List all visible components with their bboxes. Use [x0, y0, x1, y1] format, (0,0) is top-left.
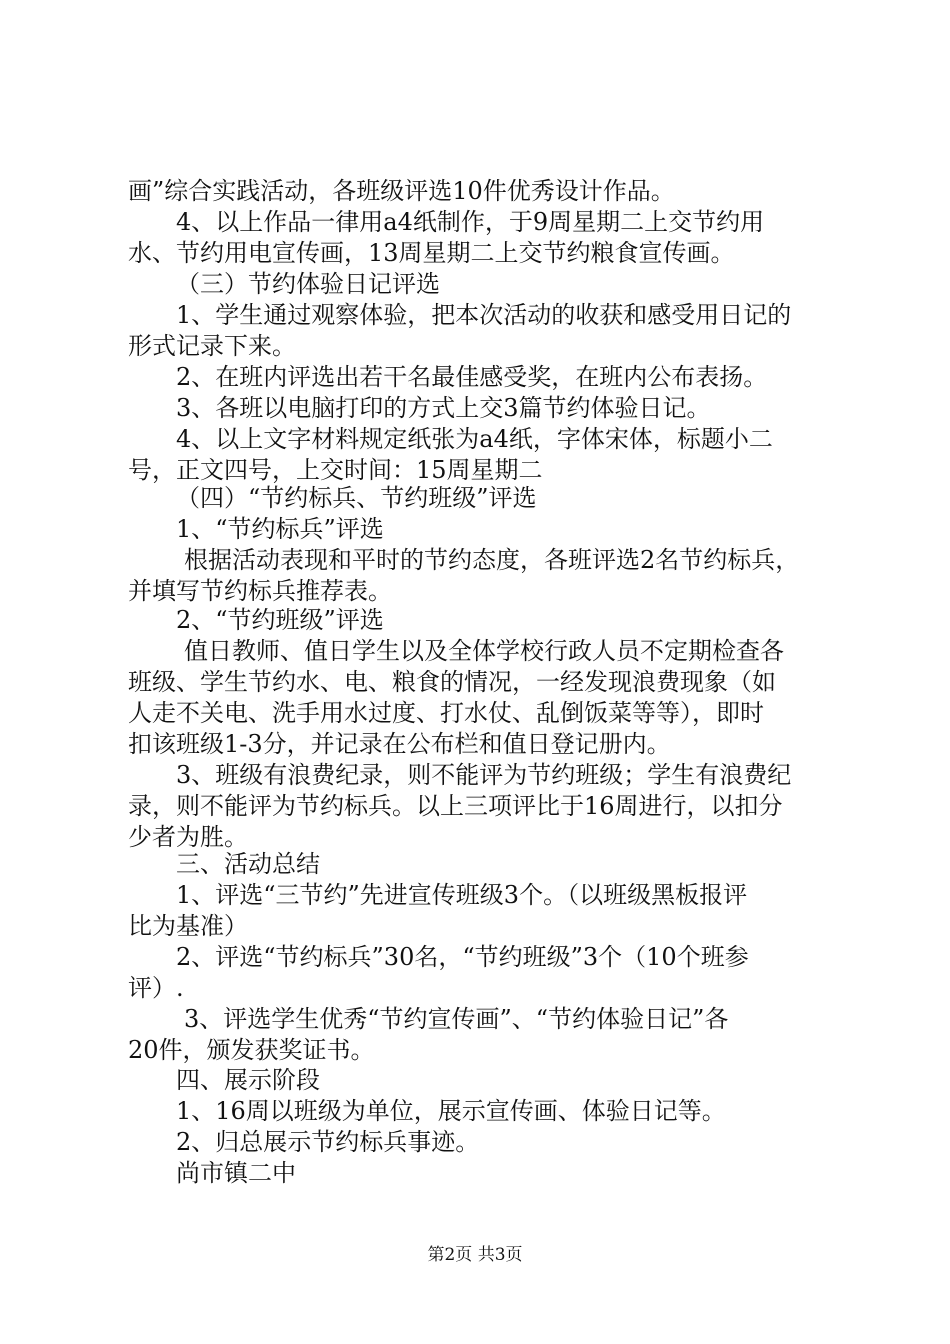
- text-line: 1、学生通过观察体验，把本次活动的收获和感受用日记的: [176, 301, 792, 329]
- text-line: 4、以上作品一律用a4纸制作，于9周星期二上交节约用: [176, 208, 765, 236]
- text-line: 水、节约用电宣传画，13周星期二上交节约粮食宣传画。: [128, 239, 735, 267]
- text-line: 3、班级有浪费纪录，则不能评为节约班级；学生有浪费纪: [176, 761, 792, 789]
- text-line: 形式记录下来。: [128, 332, 296, 360]
- signature-line: 尚市镇二中: [176, 1159, 296, 1187]
- section-heading: （四）“节约标兵、节约班级”评选: [176, 484, 537, 512]
- page-number-footer: 第2页 共3页: [427, 1245, 523, 1265]
- section-heading: 四、展示阶段: [176, 1066, 320, 1094]
- text-line: 画”综合实践活动，各班级评选10件优秀设计作品。: [128, 177, 675, 205]
- subsection-heading: 2、“节约班级”评选: [176, 606, 384, 634]
- text-line: 4、以上文字材料规定纸张为a4纸，字体宋体，标题小二: [176, 425, 773, 453]
- text-line: 扣该班级1-3分，并记录在公布栏和值日登记册内。: [128, 730, 671, 758]
- subsection-heading: 1、“节约标兵”评选: [176, 515, 384, 543]
- text-line: 号，正文四号，上交时间：15周星期二: [128, 456, 543, 484]
- text-line: 2、归总展示节约标兵事迹。: [176, 1128, 480, 1156]
- section-heading: （三）节约体验日记评选: [176, 270, 440, 298]
- text-line: 1、16周以班级为单位，展示宣传画、体验日记等。: [176, 1097, 726, 1125]
- text-line: 少者为胜。: [128, 823, 248, 851]
- text-line: 3、评选学生优秀“节约宣传画”、“节约体验日记”各: [184, 1005, 729, 1033]
- text-line: 2、在班内评选出若干名最佳感受奖，在班内公布表扬。: [176, 363, 768, 391]
- text-line: 3、各班以电脑打印的方式上交3篇节约体验日记。: [176, 394, 711, 422]
- text-line: 2、评选“节约标兵”30名，“节约班级”3个（10个班参: [176, 943, 749, 971]
- text-line: 1、评选“三节约”先进宣传班级3个。（以班级黑板报评: [176, 881, 748, 909]
- text-line: 并填写节约标兵推荐表。: [128, 577, 392, 605]
- text-line: 录，则不能评为节约标兵。以上三项评比于16周进行，以扣分: [128, 792, 783, 820]
- text-line: 根据活动表现和平时的节约态度，各班评选2名节约标兵，: [184, 546, 800, 574]
- text-line: 20件，颁发获奖证书。: [128, 1036, 375, 1064]
- text-line: 值日教师、值日学生以及全体学校行政人员不定期检查各: [184, 637, 784, 665]
- text-line: 比为基准）: [128, 912, 248, 940]
- section-heading: 三、活动总结: [176, 850, 320, 878]
- text-line: 人走不关电、洗手用水过度、打水仗、乱倒饭菜等等），即时: [128, 699, 764, 727]
- text-line: 班级、学生节约水、电、粮食的情况，一经发现浪费现象（如: [128, 668, 776, 696]
- text-line: 评）.: [128, 974, 184, 1002]
